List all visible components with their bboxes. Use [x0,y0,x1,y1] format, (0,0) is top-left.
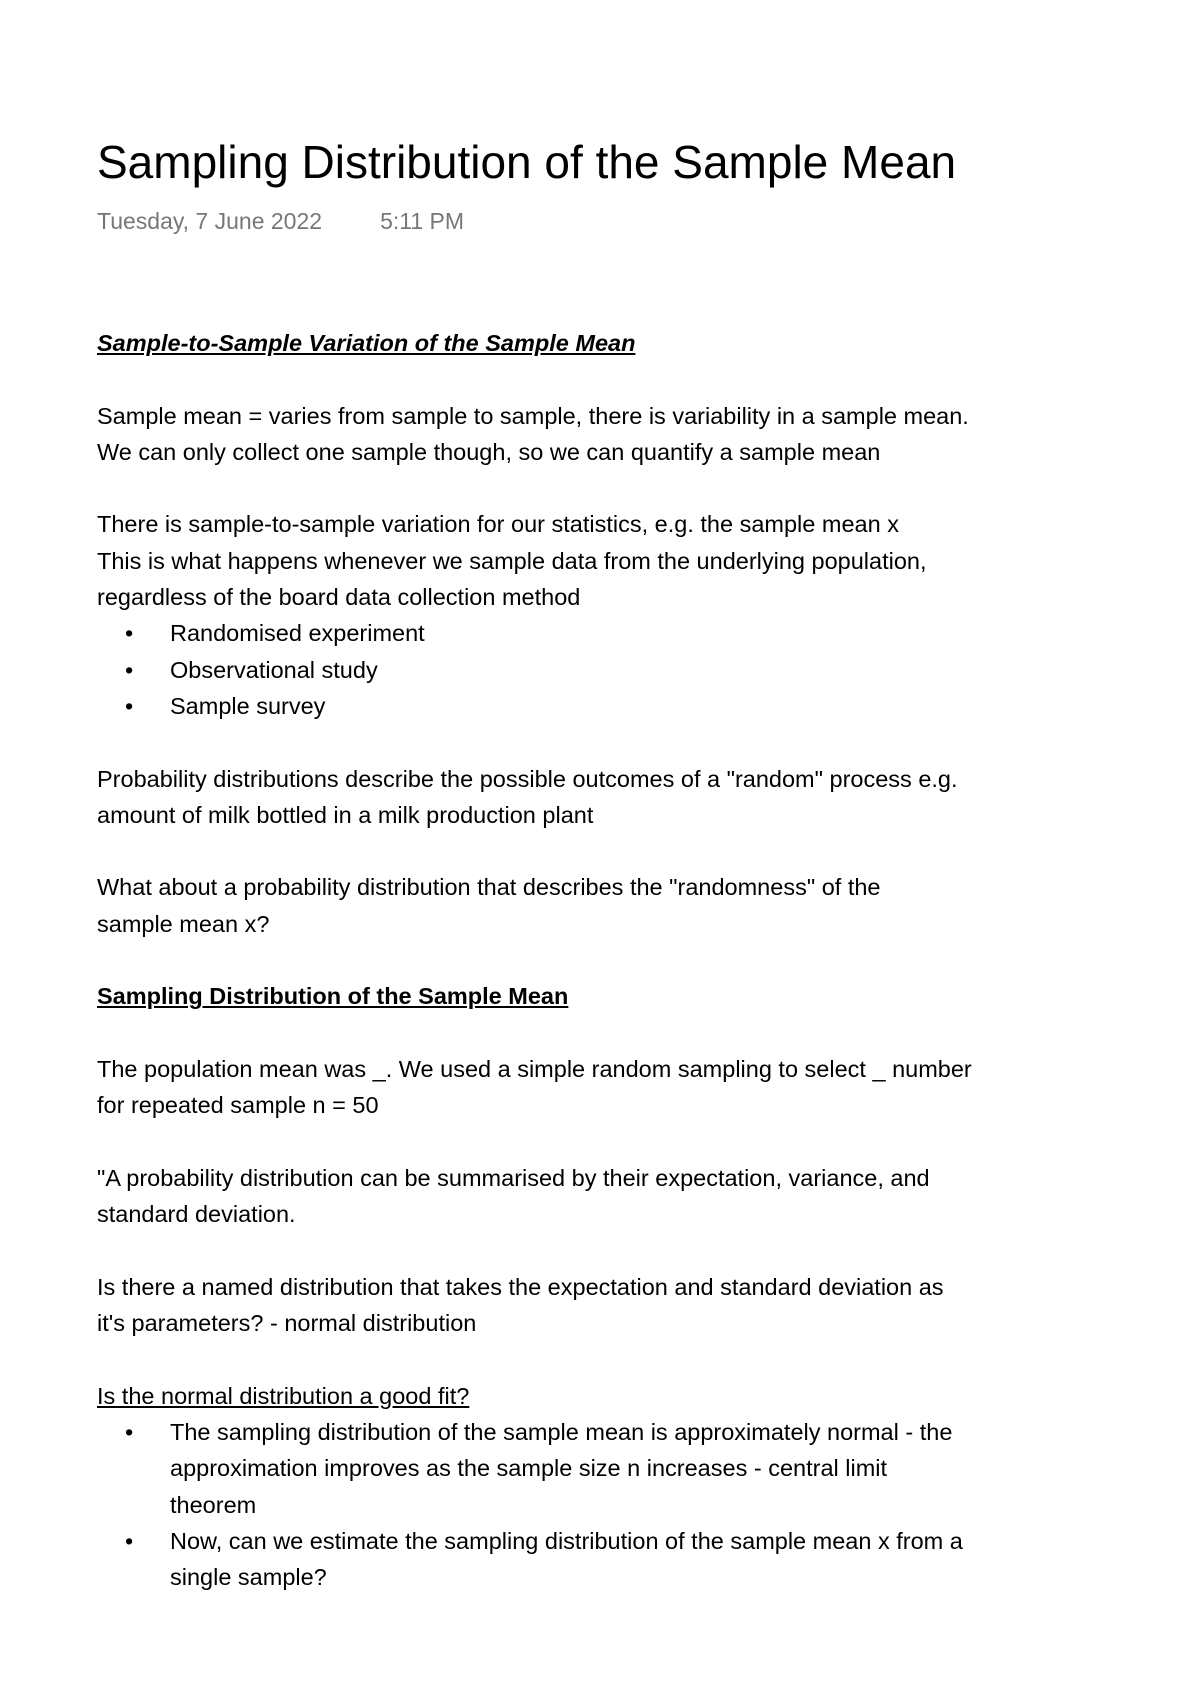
blank-line [97,470,1127,506]
blank-line [97,361,1127,397]
paragraph-line: sample mean x? [97,910,270,937]
paragraph-line: standard deviation. [97,1201,296,1228]
blank-line [97,833,1127,869]
list-item: • Sample survey [97,688,1127,724]
paragraph-line: regardless of the board data collection method [97,584,581,611]
list-item-line: approximation improves as the sample size n increases - central limit [170,1455,888,1482]
list-item-line: theorem [170,1491,257,1518]
list-item: • Observational study [97,652,1127,688]
paragraph-line: it's parameters? - normal distribution [97,1310,477,1337]
blank-line [97,1341,1127,1377]
paragraph-line: Sample mean = varies from sample to sample, there is variability in a sample mean. [97,402,969,429]
section-heading-sampling-distribution: Sampling Distribution of the Sample Mean [97,983,569,1010]
paragraph-line: What about a probability distribution that describes the "randomness" of the [97,874,881,901]
paragraph-line: We can only collect one sample though, so we can quantify a sample mean [97,438,881,465]
list-item-line: • Now, can we estimate the sampling distribution of the sample mean x from a [170,1527,963,1554]
blank-line [97,1015,1127,1051]
page-title: Sampling Distribution of the Sample Mean [97,136,957,188]
paragraph-line: The population mean was _. We used a simple random sampling to select _ number [97,1055,972,1082]
paragraph-line: amount of milk bottled in a milk production plant [97,801,594,828]
paragraph-line: "A probability distribution can be summarised by their expectation, variance, and [97,1164,930,1191]
list-item [97,1523,1127,1596]
section-heading-variation: Sample-to-Sample Variation of the Sample Mean [97,330,636,356]
note-timestamp [97,206,464,236]
blank-line [97,942,1127,978]
method-list [97,615,1127,724]
note-time: 5:11 PM [380,208,465,234]
paragraph-line: This is what happens whenever we sample data from the underlying population, [97,547,927,574]
list-item-line: • The sampling distribution of the sample mean is approximately normal - the [170,1418,953,1445]
paragraph-line: for repeated sample n = 50 [97,1092,379,1119]
list-item: • Randomised experiment [97,615,1127,651]
subheading-normal-fit: Is the normal distribution a good fit? [97,1382,470,1409]
list-item [97,1414,1127,1523]
note-body [97,325,1127,1595]
paragraph-line: Is there a named distribution that takes the expectation and standard deviation as [97,1273,944,1300]
paragraph-line: There is sample-to-sample variation for our statistics, e.g. the sample mean x [97,511,899,538]
blank-line [97,1124,1127,1160]
blank-line [97,1232,1127,1268]
list-item-line: single sample? [170,1564,327,1591]
blank-line [97,724,1127,760]
fit-list [97,1414,1127,1595]
note-date: Tuesday, 7 June 2022 [97,208,323,234]
paragraph-line: Probability distributions describe the possible outcomes of a "random" process e.g. [97,765,958,792]
